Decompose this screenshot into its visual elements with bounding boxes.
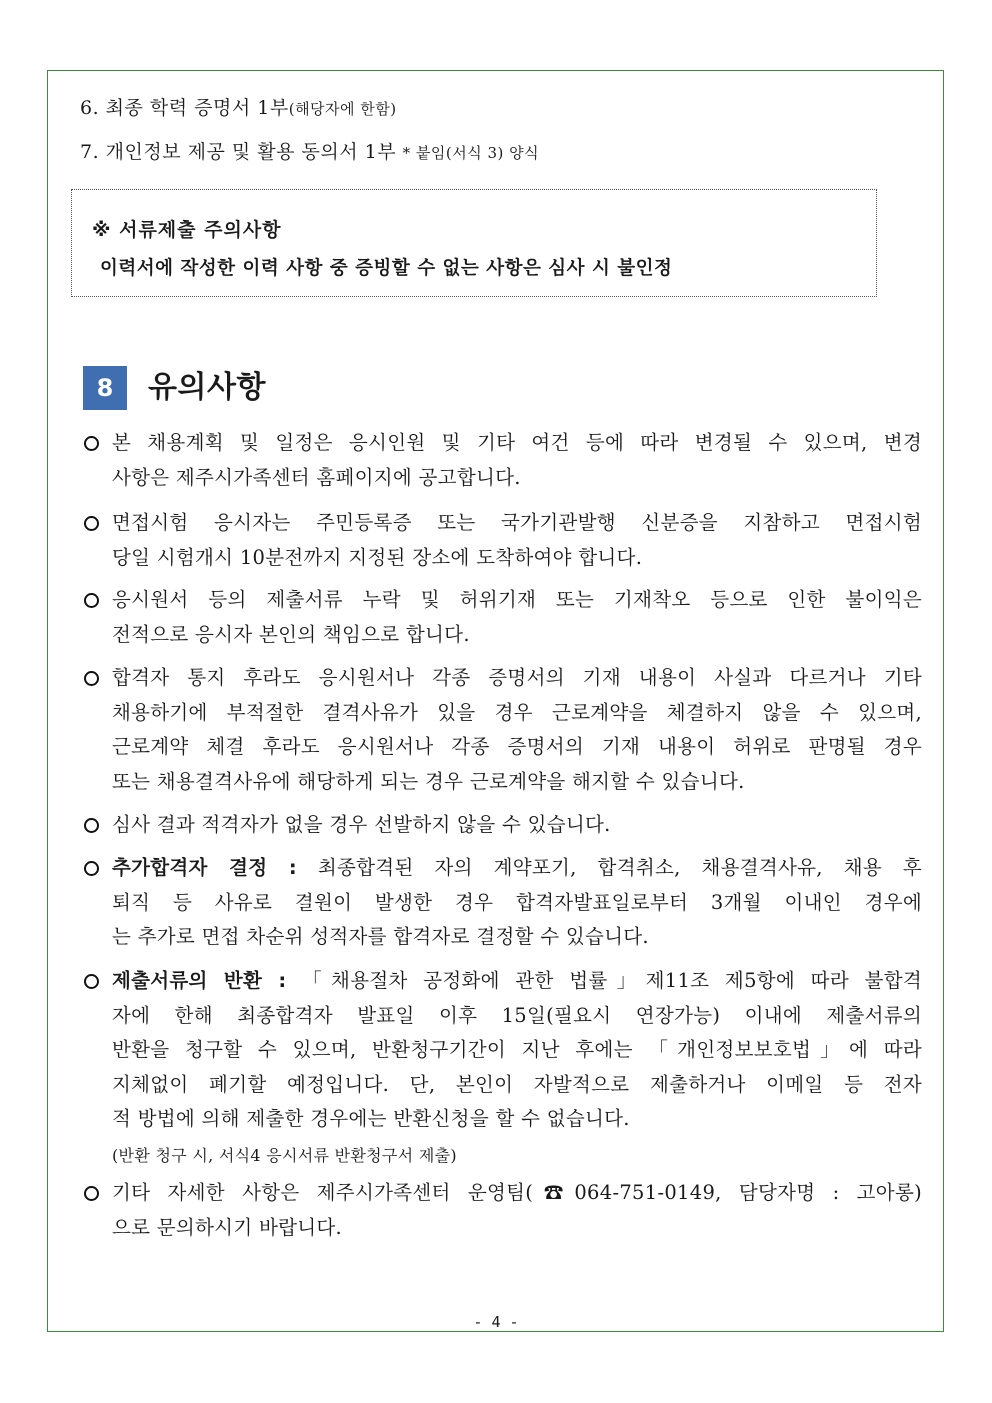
notice-item-heading: 추가합격자 결정 : [112, 856, 298, 879]
notice-item-line: 기타 자세한 사항은 제주시가족센터 운영팀(☎064-751-0149, 담당자명 : 고아롱) [112, 1181, 922, 1204]
list-item-text: 6. 최종 학력 증명서 1부 [80, 97, 289, 119]
notice-item-line: 채용하기에 부적절한 결격사유가 있을 경우 근로계약을 체결하지 않을 수 있으며, [112, 700, 922, 724]
document-list-item [80, 96, 397, 121]
circle-bullet-icon [84, 974, 99, 989]
circle-bullet-icon [84, 516, 99, 531]
notice-item-line: 으로 문의하시기 바랍니다. [112, 1215, 343, 1239]
notice-item-line: 당일 시험개시 10분전까지 지정된 장소에 도착하여야 합니다. [112, 545, 643, 569]
notice-text: 이력서에 작성한 이력 사항 중 증빙할 수 없는 사항은 심사 시 불인정 [100, 258, 673, 279]
notice-item-line: 추가합격자 결정 : 최종합격된 자의 계약포기, 합격취소, 채용결격사유, 채용 후 [112, 856, 922, 879]
notice-item-line: 전적으로 응시자 본인의 책임으로 합니다. [112, 622, 470, 646]
notice-item-line: 는 추가로 면접 차순위 성적자를 합격자로 결정할 수 있습니다. [112, 925, 649, 948]
notice-title: ※ 서류제출 주의사항 [92, 219, 282, 241]
list-item-note: * 붙임(서식 3) 양식 [402, 144, 540, 162]
section-title: 유의사항 [148, 370, 266, 405]
notice-item-line: 제출서류의 반환 : 「채용절차 공정화에 관한 법률」제11조 제5항에 따라 불합격 [112, 969, 922, 992]
notice-item-line: 근로계약 체결 후라도 응시원서나 각종 증명서의 기재 내용이 허위로 판명될 경우 [112, 735, 922, 758]
list-item-text: 7. 개인정보 제공 및 활용 동의서 1부 [80, 141, 403, 163]
circle-bullet-icon [84, 436, 99, 451]
notice-item-line: 심사 결과 적격자가 없을 경우 선발하지 않을 수 있습니다. [112, 813, 611, 836]
notice-item-line: 지체없이 폐기할 예정입니다. 단, 본인이 자발적으로 제출하거나 이메일 등 전자 [112, 1072, 922, 1096]
document-list-item [80, 140, 539, 165]
notice-item-line: 사항은 제주시가족센터 홈페이지에 공고합니다. [112, 465, 521, 489]
notice-item-line: 반환을 청구할 수 있으며, 반환청구기간이 지난 후에는 「개인정보보호법」에 따라 [112, 1038, 922, 1061]
notice-item-line: 또는 채용결격사유에 해당하게 되는 경우 근로계약을 해지할 수 있습니다. [112, 769, 745, 793]
circle-bullet-icon [84, 1186, 99, 1201]
notice-item-line: 면접시험 응시자는 주민등록증 또는 국가기관발행 신분증을 지참하고 면접시험 [112, 511, 922, 534]
notice-item-line: 본 채용계획 및 일정은 응시인원 및 기타 여건 등에 따라 변경될 수 있으며, 변경 [112, 431, 922, 454]
circle-bullet-icon [84, 671, 99, 686]
page-number: - 4 - [473, 1313, 519, 1331]
notice-item-line: 합격자 통지 후라도 응시원서나 각종 증명서의 기재 내용이 사실과 다르거나 기타 [112, 666, 922, 689]
list-item-note: (해당자에 한함) [288, 100, 397, 118]
notice-item-line: 적 방법에 의해 제출한 경우에는 반환신청을 할 수 없습니다. [112, 1107, 630, 1130]
circle-bullet-icon [84, 818, 99, 833]
circle-bullet-icon [84, 861, 99, 876]
submission-notice-box [71, 189, 877, 297]
circle-bullet-icon [84, 593, 99, 608]
notice-item-note: (반환 청구 시, 서식4 응시서류 반환청구서 제출) [112, 1145, 457, 1165]
notice-item-line: 응시원서 등의 제출서류 누락 및 허위기재 또는 기재착오 등으로 인한 불이익은 [112, 588, 922, 611]
section-number-badge: 8 [83, 366, 127, 410]
notice-item-line: 퇴직 등 사유로 결원이 발생한 경우 합격자발표일로부터 3개월 이내인 경우에 [112, 890, 922, 914]
notice-item-line: 자에 한해 최종합격자 발표일 이후 15일(필요시 연장가능) 이내에 제출서류의 [112, 1003, 922, 1027]
notice-item-heading: 제출서류의 반환 : [112, 969, 287, 992]
